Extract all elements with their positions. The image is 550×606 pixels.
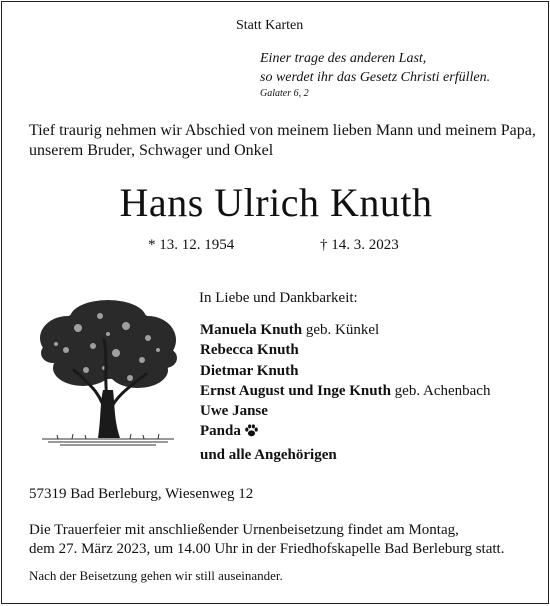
mourner-name: und alle Angehörigen [200, 446, 337, 463]
mourner-row [200, 445, 490, 465]
mourner-suffix: geb. Achenbach [390, 382, 491, 399]
mourner-row [200, 401, 490, 421]
thanks-heading: In Liebe und Dankbarkeit: [199, 290, 358, 306]
ceremony-line-2: dem 27. März 2023, um 14.00 Uhr in der Friedhofskapelle Bad Berleburg statt. [29, 541, 505, 557]
deceased-name: Hans Ulrich Knuth [119, 180, 433, 225]
mourner-row [200, 381, 490, 401]
closing-note: Nach der Beisetzung gehen wir still auseinander. [29, 568, 283, 583]
statt-karten: Statt Karten [236, 18, 304, 33]
mourner-row [200, 340, 490, 360]
mourner-suffix: geb. Künkel [302, 322, 380, 338]
ceremony-info [29, 521, 504, 559]
intro-line-2: unserem Bruder, Schwager und Onkel [29, 142, 274, 159]
birth-date: * 13. 12. 1954 [148, 237, 235, 253]
intro-line-1: Tief traurig nehmen wir Abschied von meinem lieben Mann und meinem Papa, [29, 122, 536, 139]
mourner-name: Dietmar Knuth [200, 362, 299, 379]
mourner-name: Uwe Janse [200, 403, 268, 420]
tree-icon [38, 298, 178, 448]
ceremony-line-1: Die Trauerfeier mit anschließender Urnenbeisetzung findet am Montag, [29, 522, 459, 538]
mourner-name: Rebecca Knuth [200, 342, 299, 359]
mourner-row [200, 361, 490, 381]
paw-icon [244, 423, 259, 444]
mourner-row [200, 320, 490, 340]
intro-text [29, 121, 536, 161]
bible-quote [260, 49, 490, 87]
quote-reference: Galater 6, 2 [260, 88, 309, 99]
address: 57319 Bad Berleburg, Wiesenweg 12 [29, 486, 254, 502]
mourners-list [200, 320, 490, 465]
obituary-notice [1, 1, 549, 604]
mourner-row [200, 421, 490, 444]
mourner-name: Panda [200, 423, 241, 440]
death-date: † 14. 3. 2023 [320, 237, 399, 253]
mourner-name: Manuela Knuth [200, 322, 303, 338]
quote-line-1: Einer trage des anderen Last, [260, 51, 427, 66]
quote-line-2: so werdet ihr das Gesetz Christi erfüllen. [260, 70, 491, 85]
mourner-name: Ernst August und Inge Knuth [200, 382, 391, 399]
